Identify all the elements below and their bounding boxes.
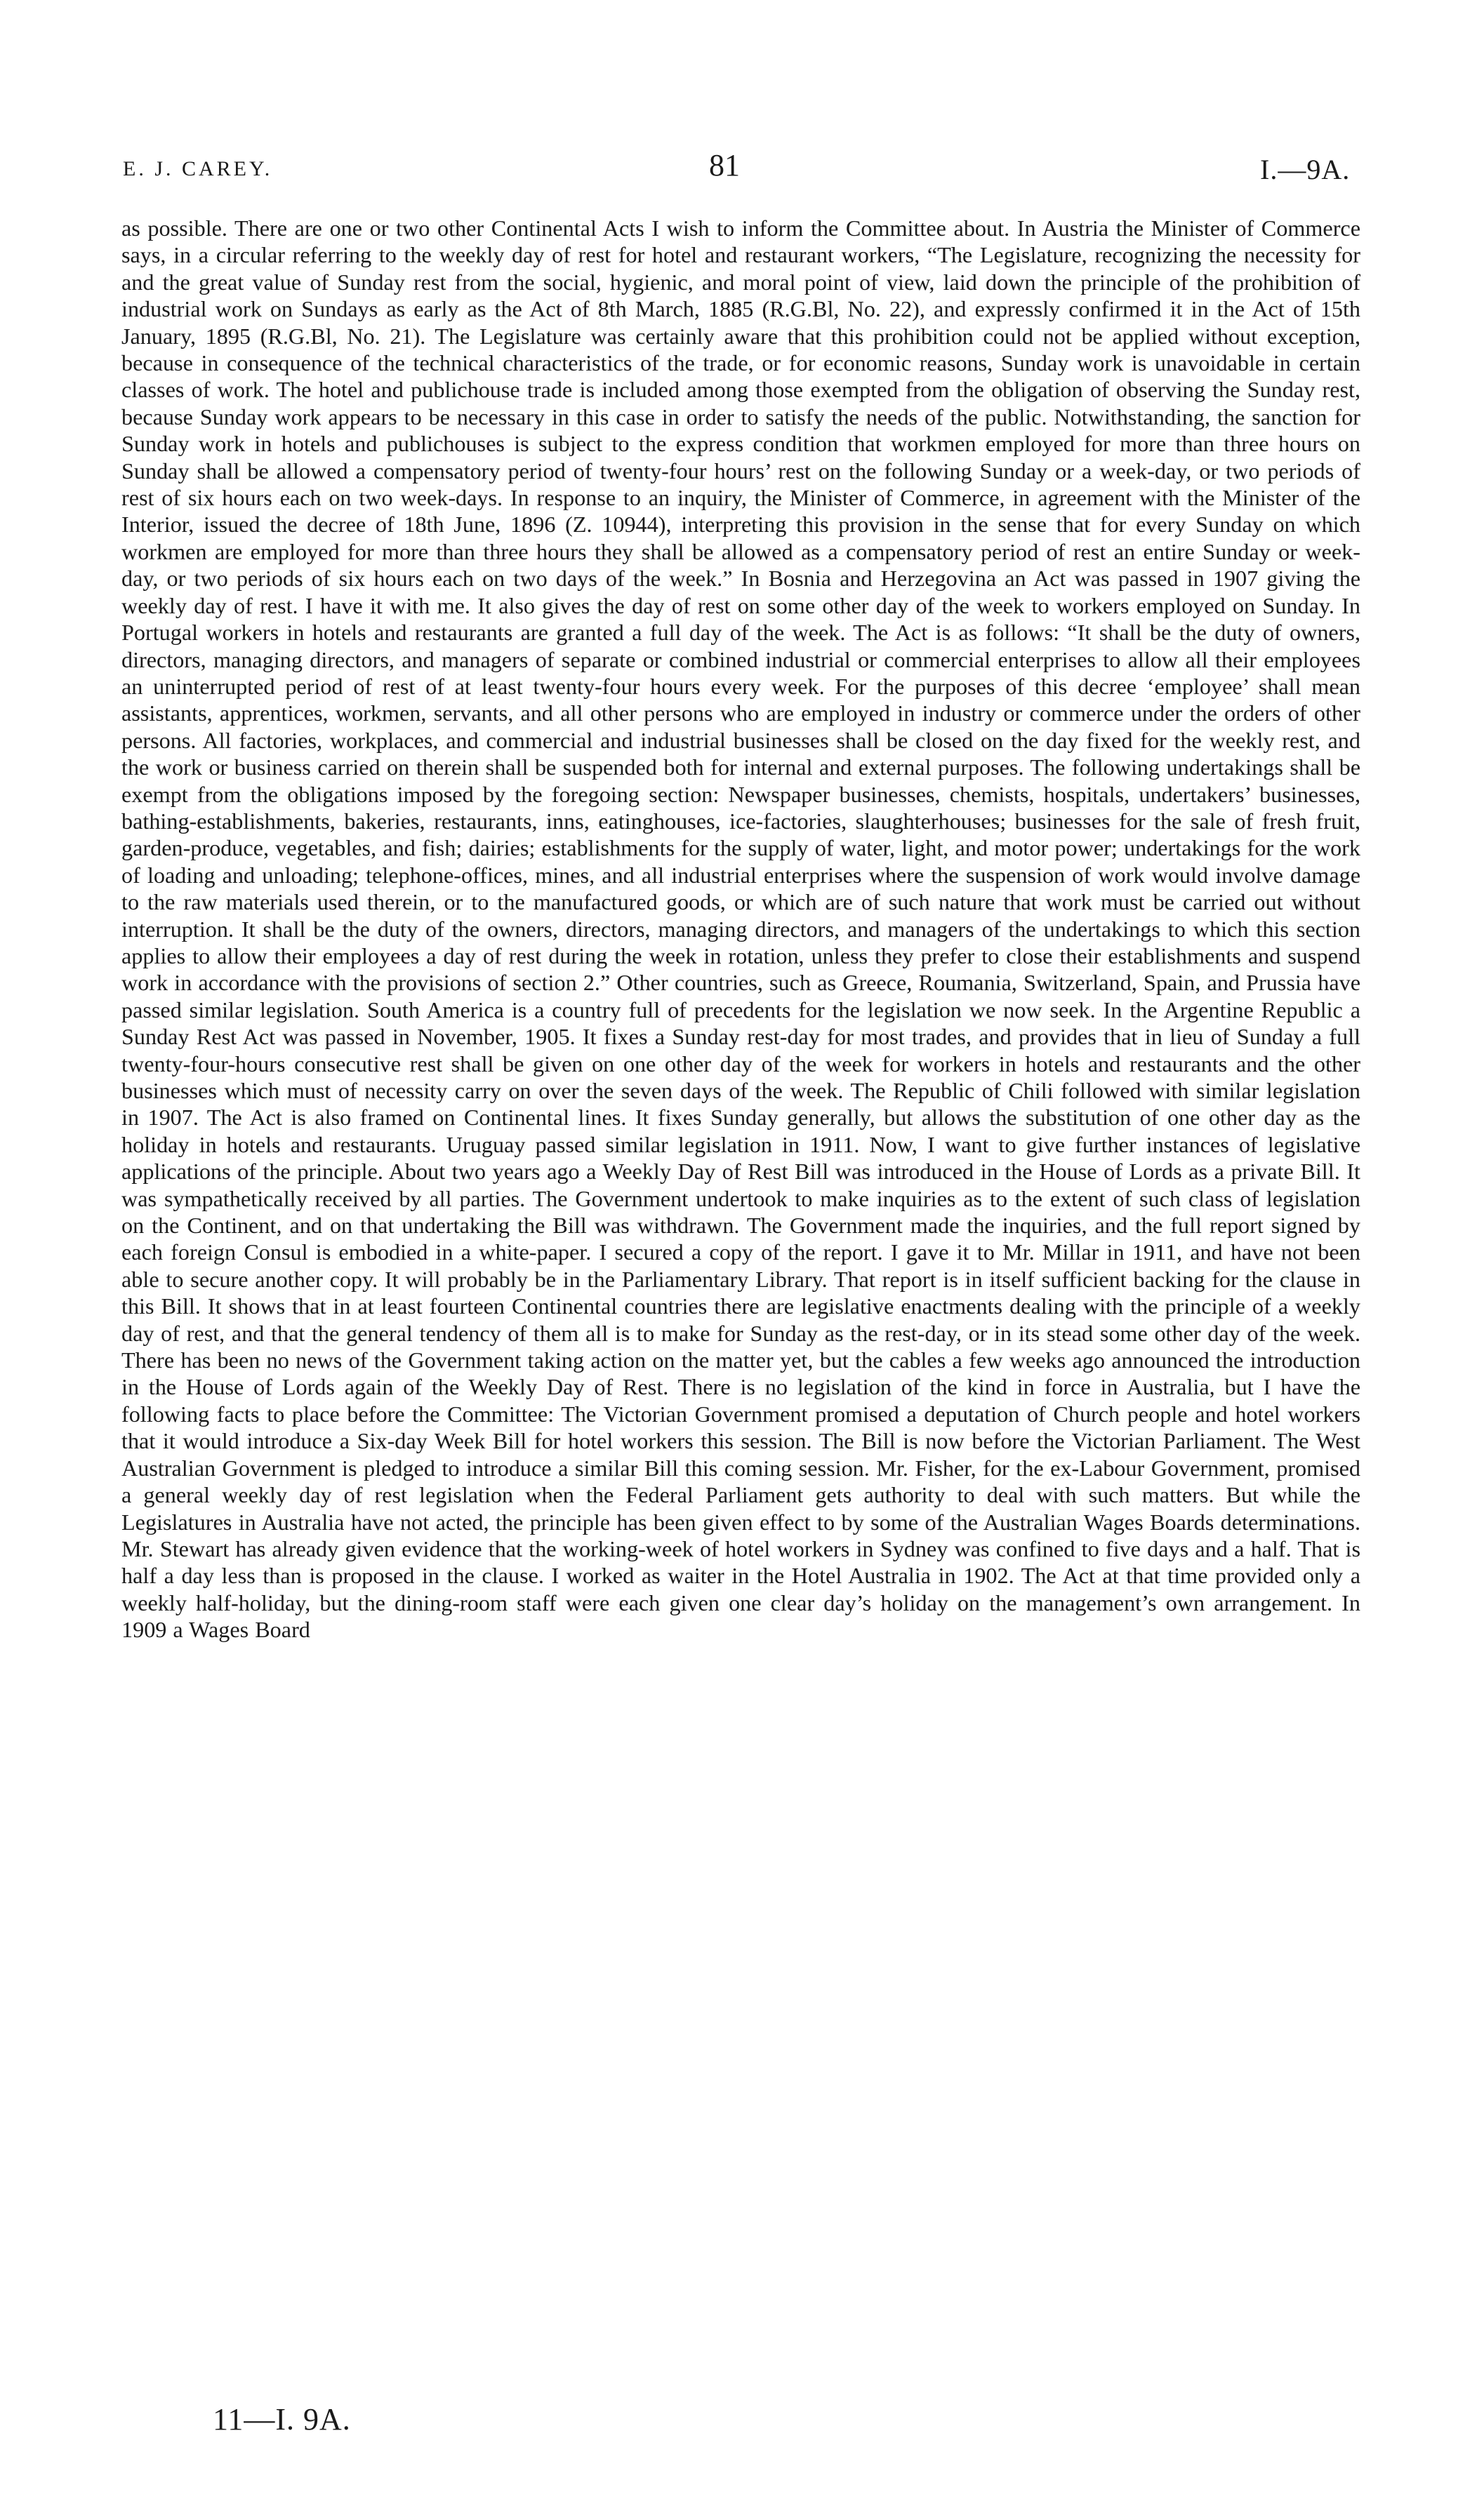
document-reference: I.—9A. <box>1260 154 1351 185</box>
printer-signature-mark: 11—I. 9A. <box>213 2402 351 2436</box>
body-paragraph: as possible. There are one or two other Continental Acts I wish to inform the Committee about. In Austria the Minister of Commerce says, in a circular referring to the weekly day of rest for hotel and restaurant workers, “The Legislature, recognizing the necessity for and the great value of Sunday rest from the social, hygienic, and moral point of view, laid down the principle of the prohibition of industrial work on Sundays as early as the Act of 8th March, 1885 (R.G.Bl, No. 22), and expressly confirmed it in the Act of 15th January, 1895 (R.G.Bl, No. 21). The Legislature was certainly aware that this prohibition could not be applied without exception, because in consequence of the technical characteristics of the trade, or for economic reasons, Sunday work is unavoidable in certain classes of work. The hotel and publichouse trade is included among those exempted from the obligation of observing the Sunday rest, because Sunday work appears to be necessary in this case in order to satisfy the needs of the public. Notwithstanding, the sanction for Sunday work in hotels and publichouses is subject to the express condition that workmen employed for more than three hours on Sunday shall be allowed a compensatory period of twenty-four hours’ rest on the following Sunday or a week-day, or two periods of rest of six hours each on two week-days. In response to an inquiry, the Minister of Commerce, in agreement with the Minister of the Interior, issued the decree of 18th June, 1896 (Z. 10944), interpreting this provision in the sense that for every Sunday on which workmen are employed for more than three hours they shall be allowed as a compensatory period of rest an entire Sunday or week-day, or two periods of six hours each on two days of the week.” In Bosnia and Herzegovina an Act was passed in 1907 giving the weekly day of rest. I have it with me. It also gives the day of rest on some other day of the week to workers employed on Sunday. In Portugal workers in hotels and restaurants are granted a full day of the week. The Act is as follows: “It shall be the duty of owners, directors, managing directors, and managers of separate or combined industrial or commercial enterprises to allow all their employees an uninterrupted period of rest of at least twenty-four hours every week. For the purposes of this decree ‘employee’ shall mean assistants, apprentices, workmen, servants, and all other persons who are employed in industry or commerce under the orders of other persons. All factories, workplaces, and commercial and industrial businesses shall be closed on the day fixed for the weekly rest, and the work or business carried on therein shall be suspended both for internal and external purposes. The following undertakings shall be exempt from the obligations imposed by the foregoing section: Newspaper businesses, chemists, hospitals, undertakers’ businesses, bathing-establishments, bakeries, restaurants, inns, eatinghouses, ice-factories, slaughterhouses; businesses for the sale of fresh fruit, garden-produce, vegetables, and fish; dairies; establishments for the supply of water, light, and motor power; undertakings for the work of loading and unloading; telephone-offices, mines, and all industrial enterprises where the suspension of work would involve damage to the raw materials used therein, or to the manufactured goods, or which are of such nature that work must be carried out without interruption. It shall be the duty of the owners, directors, managing directors, and managers of the undertakings to which this section applies to allow their employees a day of rest during the week in rotation, unless they prefer to close their establishments and suspend work in accordance with the provisions of section 2.” Other countries, such as Greece, Roumania, Switzerland, Spain, and Prussia have passed similar legislation. South America is a country full of precedents for the legislation we now seek. In the Argentine Republic a Sunday Rest Act was passed in November, 1905. It fixes a Sunday rest-day for most trades, and provides that in lieu of Sunday a full twenty-four-hours consecutive rest shall be given on one other day of the week for workers in hotels and restaurants and the other businesses which must of necessity carry on over the seven days of the week. The Republic of Chili followed with similar legislation in 1907. The Act is also framed on Continental lines. It fixes Sunday generally, but allows the substitution of one other day as the holiday in hotels and restaurants. Uruguay passed similar legislation in 1911. Now, I want to give further instances of legislative applications of the principle. About two years ago a Weekly Day of Rest Bill was introduced in the House of Lords as a private Bill. It was sympathetically received by all parties. The Government undertook to make inquiries as to the extent of such class of legislation on the Continent, and on that undertaking the Bill was withdrawn. The Government made the inquiries, and the full report signed by each foreign Consul is embodied in a white-paper. I secured a copy of the report. I gave it to Mr. Millar in 1911, and have not been able to secure another copy. It will probably be in the Parliamentary Library. That report is in itself sufficient backing for the clause in this Bill. It shows that in at least fourteen Continental countries there are legislative enactments dealing with the principle of a weekly day of rest, and that the general tendency of them all is to make for Sunday as the rest-day, or in its stead some other day of the week. There has been no news of the Government taking action on the matter yet, but the cables a few weeks ago announced the introduction in the House of Lords again of the Weekly Day of Rest. There is no legislation of the kind in force in Australia, but I have the following facts to place before the Committee: The Victorian Government promised a deputation of Church people and hotel workers that it would introduce a Six-day Week Bill for hotel workers this session. The Bill is now before the Victorian Parliament. The West Australian Government is pledged to introduce a similar Bill this coming session. Mr. Fisher, for the ex-Labour Government, promised a general weekly day of rest legislation when the Federal Parliament gets authority to deal with such matters. But while the Legislatures in Australia have not acted, the principle has been given effect to by some of the Australian Wages Boards determinations. Mr. Stewart has already given evidence that the working-week of hotel workers in Sydney was confined to five days and a half. That is half a day less than is proposed in the clause. I worked as waiter in the Hotel Australia in 1902. The Act at that time provided only a weekly half-holiday, but the dining-room staff were each given one clear day’s holiday on the management’s own arrangement. In 1909 a Wages Board <box>121 215 1360 1643</box>
running-head-author: E. J. CAREY. <box>123 157 273 180</box>
page-number: 81 <box>709 148 740 182</box>
page-header <box>0 147 1484 189</box>
